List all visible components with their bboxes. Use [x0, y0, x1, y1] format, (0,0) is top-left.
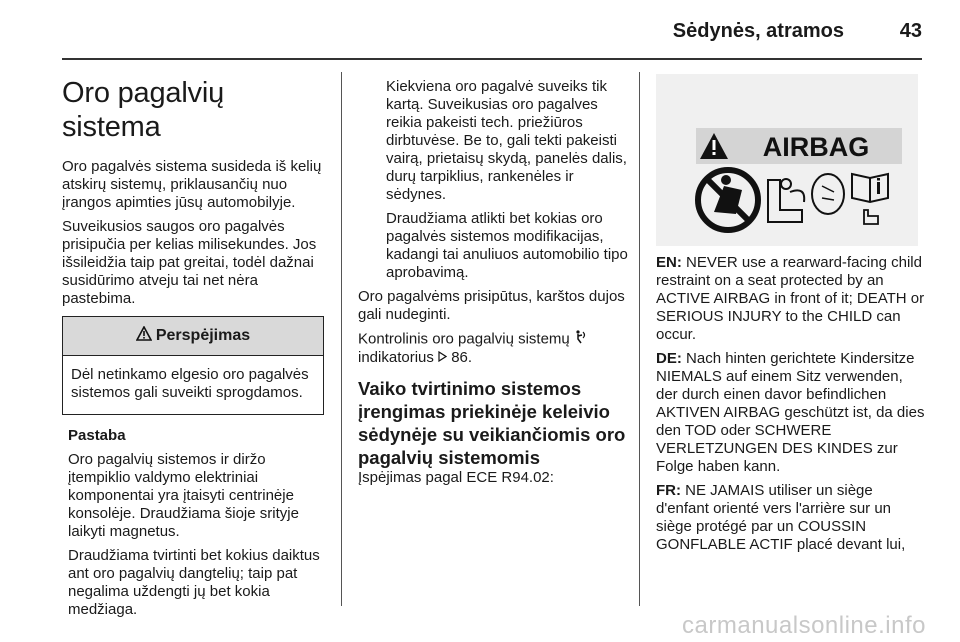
- paragraph: Draudžiama atlikti bet kokias oro pagalvės sistemos modifikacijas, kadangi tai anuliuos automobilio tipo aprobavimą.: [386, 210, 628, 281]
- paragraph-fr: [656, 482, 926, 554]
- paragraph: Oro pagalvėms prisipūtus, karštos dujos gali nudeginti.: [358, 288, 625, 323]
- page-number: 43: [899, 20, 922, 42]
- lang-code: EN:: [656, 254, 682, 271]
- text: indikatorius: [358, 349, 434, 366]
- section-heading: Oro pagalvių sistema: [62, 77, 225, 143]
- text: NE JAMAIS utiliser un siège d'enfant orienté vers l'arrière sur un siège protégé par un COUSSIN GONFLABLE ACTIF placé devant lui,: [656, 482, 906, 553]
- warning-body: Dėl netinkamo elgesio oro pagalvės sistemos gali suveikti sprogdamos.: [71, 366, 309, 401]
- lang-code: DE:: [656, 350, 682, 367]
- watermark: carmanualsonline.info: [682, 612, 926, 639]
- subsection-heading: Vaiko tvirtinimo sistemos įrengimas priekinėje keleivio sėdynėje su veikiančiomis oro pagalvių sistemomis: [358, 378, 626, 469]
- column-divider-1: [341, 72, 342, 606]
- page-header-title: Sėdynės, atramos: [672, 20, 844, 42]
- paragraph: [358, 330, 628, 367]
- header-rule: [62, 58, 922, 60]
- text: Kontrolinis oro pagalvių sistemų: [358, 330, 570, 348]
- paragraph: Oro pagalvių sistemos ir diržo įtempiklio valdymo elektriniai komponentai yra įtaisyti centrinėje konsolėje. Draudžiama šioje srityje laikyti magnetus.: [68, 451, 299, 540]
- column-divider-2: [639, 72, 640, 606]
- column-3: [656, 66, 926, 560]
- paragraph: Suveikusios saugos oro pagalvės prisipučia per kelias milisekundes. Jos išsileidžia taip pat greitai, todėl dažnai susidūrimo atveju tai net nėra pastebima.: [62, 218, 317, 307]
- label-title: AIRBAG: [762, 132, 870, 162]
- page-reference[interactable]: 86.: [451, 349, 473, 366]
- warning-icon: [136, 326, 152, 346]
- warning-box: [62, 316, 324, 415]
- warning-header: [63, 317, 323, 356]
- airbag-indicator-icon: [574, 330, 586, 349]
- airbag-deploy-icon: [768, 174, 844, 222]
- paragraph: Įspėjimas pagal ECE R94.02:: [358, 469, 554, 487]
- warning-title: Perspėjimas: [155, 327, 251, 344]
- column-1: [62, 66, 324, 625]
- page-reference-icon: [438, 349, 447, 367]
- paragraph: Oro pagalvės sistema susideda iš kelių atskirų sistemų, priklausančių nuo įrangos apimties jūsų automobilyje.: [62, 158, 322, 211]
- paragraph-en: [656, 254, 926, 344]
- indented-block: [358, 78, 628, 282]
- read-manual-icon: [852, 174, 888, 224]
- text: NEVER use a rearward-facing child restraint on a seat protected by an ACTIVE AIRBAG in front of it; DEATH or SERIOUS INJURY to the CHILD can occur.: [656, 254, 925, 343]
- column-2: [358, 78, 628, 493]
- lang-code: FR:: [656, 482, 681, 499]
- text: Nach hinten gerichtete Kindersitze NIEMALS auf einem Sitz verwenden, der durch einen davor befindlichen AKTIVEN AIRBAG geschützt ist, da dies den TOD oder SCHWERE VERLETZUNGEN DES KINDES zur Folge haben kann.: [656, 350, 925, 475]
- airbag-warning-label-image: [656, 74, 918, 246]
- note: [62, 427, 324, 619]
- paragraph: Kiekviena oro pagalvė suveiks tik kartą. Suveikusias oro pagalves reikia pakeisti tech. priežiūros dirbtuvėse. Be to, gali tekti pakeisti vairą, prietaisų skydą, panelės dalis, durų tarpiklius, rankenėles ir sėdynes.: [386, 78, 627, 203]
- prohibited-child-seat-icon: [698, 170, 758, 230]
- paragraph-de: [656, 350, 926, 476]
- paragraph: Draudžiama tvirtinti bet kokius daiktus ant oro pagalvių dangtelių; taip pat negalima uždengti jų bet kokia medžiaga.: [68, 547, 320, 618]
- note-title: Pastaba: [68, 427, 126, 444]
